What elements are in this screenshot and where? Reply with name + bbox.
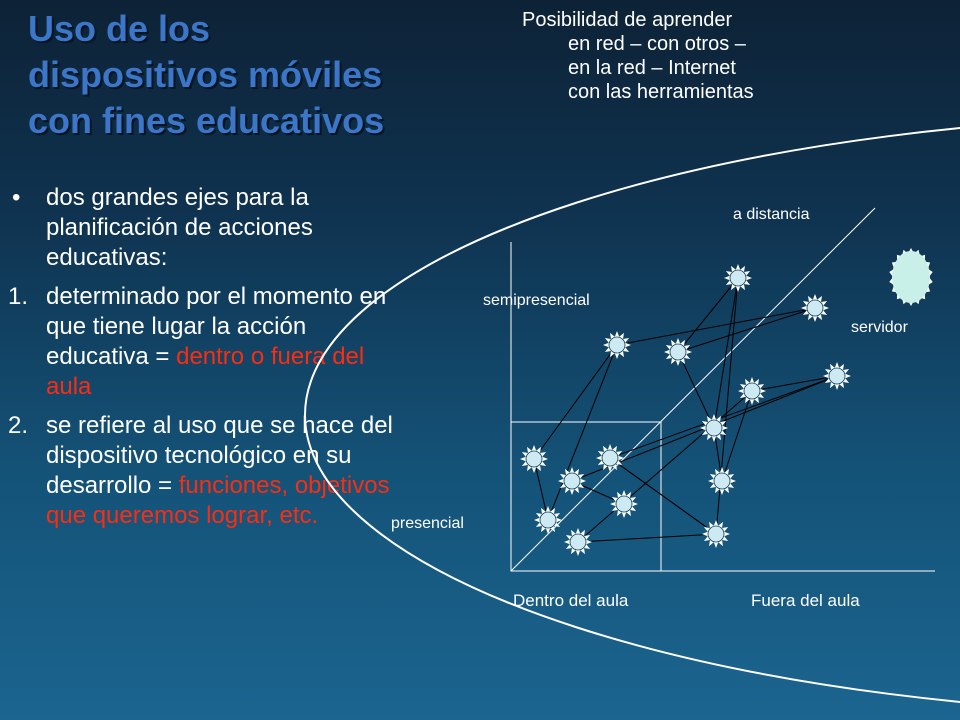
node-link xyxy=(548,345,617,520)
label-fuera-del-aula: Fuera del aula xyxy=(751,591,860,610)
sun-node-icon xyxy=(738,377,766,405)
sun-node-icon xyxy=(708,467,736,495)
diagonal-axis xyxy=(511,208,875,571)
label-servidor: servidor xyxy=(851,319,908,336)
sun-node-icon xyxy=(801,294,829,322)
caption-line-3: en la red – Internet xyxy=(568,57,736,79)
title-line-3: con fines educativos xyxy=(28,100,385,141)
list-item-2-text: se refiere al uso que se hace del dispositivo tecnológico en su desarrollo = xyxy=(46,412,393,499)
label-presencial: presencial xyxy=(391,515,464,532)
node-link xyxy=(578,534,716,542)
label-a-distancia: a distancia xyxy=(733,206,810,223)
server-icon xyxy=(889,248,932,306)
caption-line-4: con las herramientas xyxy=(568,81,754,103)
node-link xyxy=(678,352,714,428)
sun-node-icon xyxy=(534,506,562,534)
list-number-1: 1. xyxy=(8,283,29,310)
node-link xyxy=(534,345,617,459)
list-item-1-highlight: dentro o fuera del aula xyxy=(46,343,365,400)
list-item-2-highlight: funciones, objetivos que queremos lograr, etc. xyxy=(46,472,390,529)
sun-node-icon xyxy=(520,445,548,473)
node-link xyxy=(534,459,548,520)
label-dentro-del-aula: Dentro del aula xyxy=(513,591,629,610)
sun-node-icon xyxy=(596,444,624,472)
sun-node-icon xyxy=(558,467,586,495)
bullet-intro-text: dos grandes ejes para la planificación de acciones educativas: xyxy=(46,184,313,271)
list-number-2: 2. xyxy=(8,412,29,439)
sun-node-icon xyxy=(724,264,752,292)
node-link xyxy=(714,278,738,428)
server-body xyxy=(892,251,930,303)
list-item-1-text: determinado por el momento en que tiene lugar la acción educativa = xyxy=(46,283,387,370)
title-line-1: Uso de los xyxy=(28,8,211,49)
title-line-2: dispositivos móviles xyxy=(28,54,383,95)
node-link xyxy=(752,376,837,391)
sun-node-icon xyxy=(702,520,730,548)
caption-line-1: Posibilidad de aprender xyxy=(522,9,733,31)
bullet-dot: • xyxy=(12,184,21,211)
sun-node-icon xyxy=(823,362,851,390)
caption-line-2: en red – con otros – xyxy=(568,33,746,55)
network-ellipse xyxy=(305,115,960,715)
label-semipresencial: semipresencial xyxy=(483,292,590,309)
sun-node-icon xyxy=(664,338,692,366)
sun-node-icon xyxy=(603,331,631,359)
sun-node-icon xyxy=(564,528,592,556)
node-link xyxy=(678,278,738,352)
